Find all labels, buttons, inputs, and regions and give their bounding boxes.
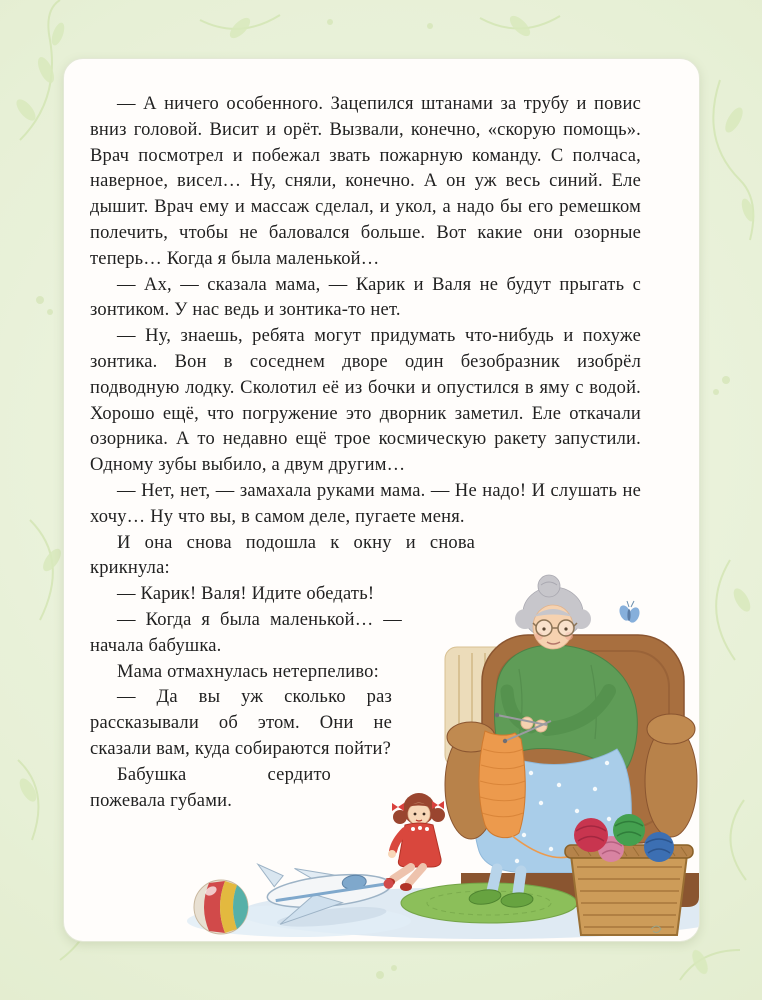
story-paragraph-2: — Ах, — сказала мама, — Карик и Валя не будут прыгать с зонтиком. У нас ведь и зонтика-то нет. [90, 274, 641, 321]
story-paragraph-10: Бабушка сердито пожевала губами. [90, 764, 331, 811]
story-paragraph-1: — А ничего особенного. Зацепился штанами за трубу и повис вниз головой. Висит и орёт. Вызвали, конечно, «скорую помощь». Врач посмотрел и побежал звать пожарную команду. С полчаса, наверное, висел… Ну, сняли, конечно. А он уж весь синий. Еле дышит. Врач ему и массаж сделал, и укол, а надо бы его ремешком полечить, чтобы не баловался больше. Вот какие они озорные теперь… Когда я была маленькой… [90, 94, 641, 269]
armchair-base [461, 873, 699, 907]
story-paragraph-7: — Когда я была маленькой… — начала бабушка. [90, 609, 402, 656]
book-page [63, 58, 700, 942]
green-rug [401, 883, 577, 923]
story-paragraph-3: — Ну, знаешь, ребята могут придумать что-нибудь и похуже зонтика. Вон в соседнем дворе один безобразник изобрёл подводную лодку. Сколотил её из бочки и опустился в яму с водой. Хорошо ещё, что погружение это дворник заметил. Еле откачали озорника. А то недавно ещё трое космическую ракету запустили. Одному зубы выбило, а двум другим… [90, 326, 641, 476]
story-paragraph-9: — Да вы уж сколько раз рассказывали об этом. Они не сказали вам, куда собираются пойти? [90, 687, 392, 759]
story-paragraph-4: — Нет, нет, — замахала руками мама. — Не надо! И слушать не хочу… Ну что вы, в самом деле, пугаете меня. [90, 480, 641, 527]
story-text [90, 92, 641, 814]
striped-ball [194, 880, 248, 934]
story-paragraph-8: Мама отмахнулась нетерпеливо: [117, 661, 379, 682]
artist-signature [651, 926, 661, 933]
floor-shadow [187, 887, 699, 939]
story-paragraph-6: — Карик! Валя! Идите обедать! [117, 584, 375, 605]
story-paragraph-5: И она снова подошла к окну и снова крикнула: [90, 532, 475, 579]
